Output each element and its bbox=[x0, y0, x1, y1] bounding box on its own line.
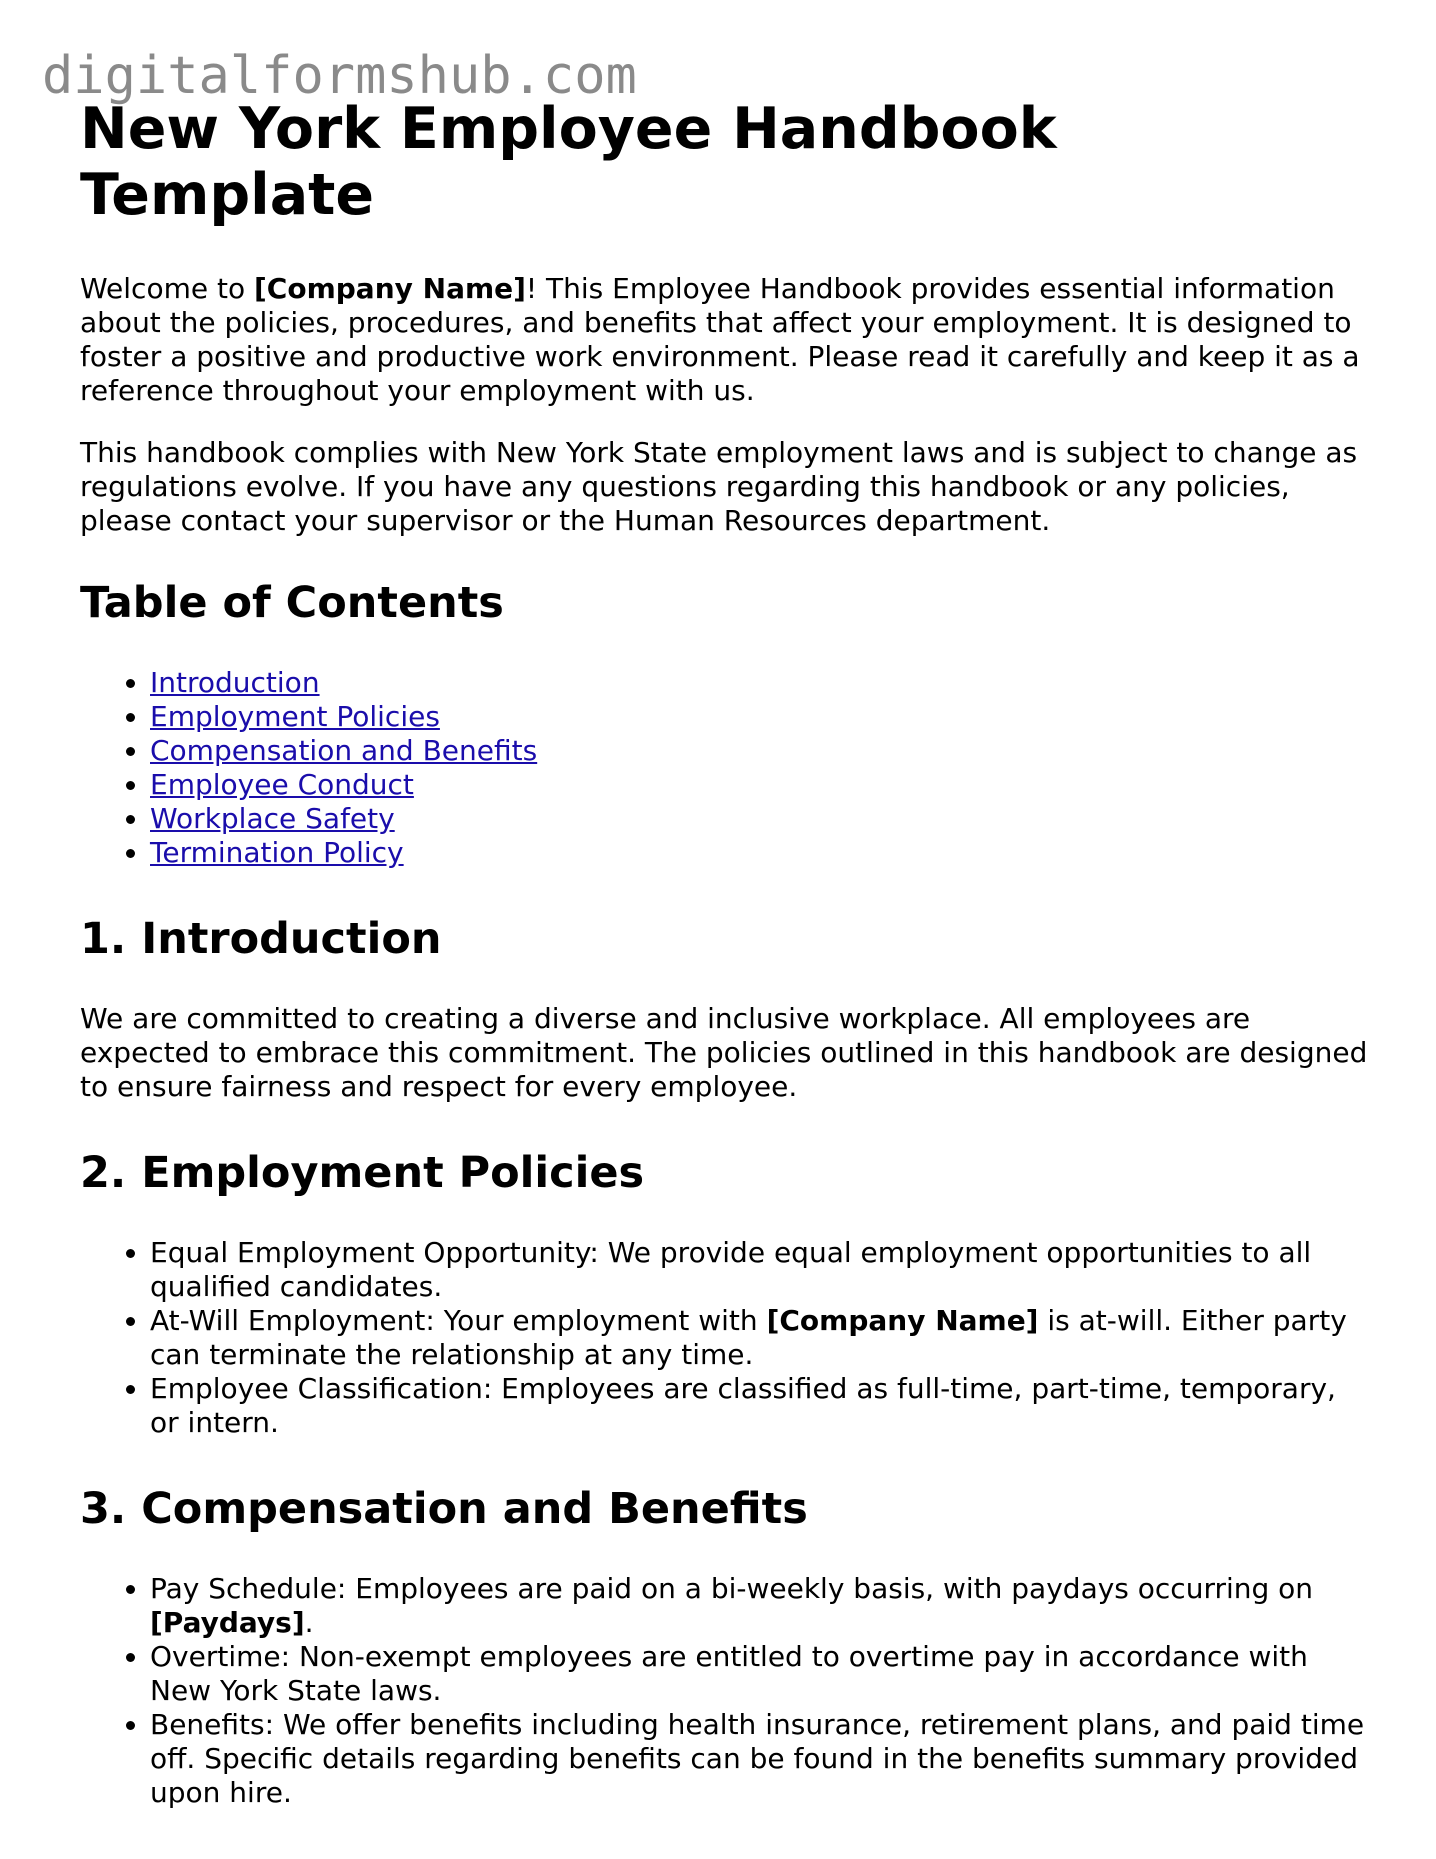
list-item bbox=[150, 1304, 1370, 1372]
intro-paragraph-2: This handbook complies with New York State employment laws and is subject to change as regulations evolve. If you have any questions regarding this handbook or any policies, please contact your supervisor or the Human Resources department. bbox=[80, 436, 1358, 537]
toc-list bbox=[80, 666, 1370, 870]
section-heading-introduction: 1. Introduction bbox=[80, 914, 442, 964]
list-item: • Benefits: We offer benefits including health insurance, retirement plans, and paid time off. Specific details regarding benefits can be found in the benefits summary provided upon hire. bbox=[150, 1708, 1370, 1810]
list-item-text: At-Will Employment: Your employment with bbox=[150, 1304, 767, 1337]
toc-link-employee-conduct[interactable]: Employee Conduct bbox=[150, 768, 414, 801]
list-item: • Employee Classification: Employees are classified as full-time, part-time, temporary, or intern. bbox=[150, 1372, 1370, 1440]
toc-link-employment-policies[interactable]: Employment Policies bbox=[150, 700, 440, 733]
list-item-text: Pay Schedule: Employees are paid on a bi-weekly basis, with paydays occurring on bbox=[150, 1572, 1314, 1605]
toc-link-compensation-benefits[interactable]: Compensation and Benefits bbox=[150, 734, 538, 767]
toc-item bbox=[150, 768, 1370, 802]
intro-text: Welcome to bbox=[80, 272, 254, 305]
toc-link-workplace-safety[interactable]: Workplace Safety bbox=[150, 802, 395, 835]
company-name-placeholder: [Company Name] bbox=[254, 272, 526, 305]
intro-paragraph-1 bbox=[80, 272, 1370, 408]
toc-link-termination-policy[interactable]: Termination Policy bbox=[150, 836, 404, 869]
employment-policies-list bbox=[80, 1236, 1370, 1440]
section-heading-compensation-benefits: 3. Compensation and Benefits bbox=[80, 1484, 808, 1534]
paydays-placeholder: [Paydays] bbox=[150, 1606, 305, 1639]
company-name-placeholder: [Company Name] bbox=[766, 1304, 1039, 1337]
toc-item bbox=[150, 802, 1370, 836]
list-item bbox=[150, 1572, 1370, 1640]
intro-text: ! This Employee Handbook provides essential information about the policies, procedures, and benefits that affect your employment. It is designed to foster a positive and productive work environment. Please read it carefully and keep it as a reference throughout your employment with us. bbox=[80, 272, 1360, 407]
watermark: digitalformshub.com bbox=[42, 46, 637, 106]
page-title: New York Employee Handbook Template bbox=[80, 96, 1057, 228]
toc-item bbox=[150, 700, 1370, 734]
section-introduction-text: We are committed to creating a diverse and inclusive workplace. All employees are expected to embrace this commitment. The policies outlined in this handbook are designed to ensure fairness and respect for every employee. bbox=[80, 1002, 1368, 1103]
toc-item bbox=[150, 836, 1370, 870]
toc-heading: Table of Contents bbox=[80, 578, 504, 628]
toc-link-introduction[interactable]: Introduction bbox=[150, 666, 320, 699]
compensation-benefits-list bbox=[80, 1572, 1370, 1810]
toc-item bbox=[150, 666, 1370, 700]
list-item-text: . bbox=[304, 1606, 314, 1639]
document-body bbox=[80, 96, 1370, 1810]
list-item: • Overtime: Non-exempt employees are entitled to overtime pay in accordance with New York State laws. bbox=[150, 1640, 1370, 1708]
list-item-text: is at-will. Either party can terminate the relationship at any time. bbox=[150, 1304, 1347, 1371]
toc-item bbox=[150, 734, 1370, 768]
list-item: • Equal Employment Opportunity: We provide equal employment opportunities to all qualified candidates. bbox=[150, 1236, 1370, 1304]
section-heading-employment-policies: 2. Employment Policies bbox=[80, 1148, 645, 1198]
